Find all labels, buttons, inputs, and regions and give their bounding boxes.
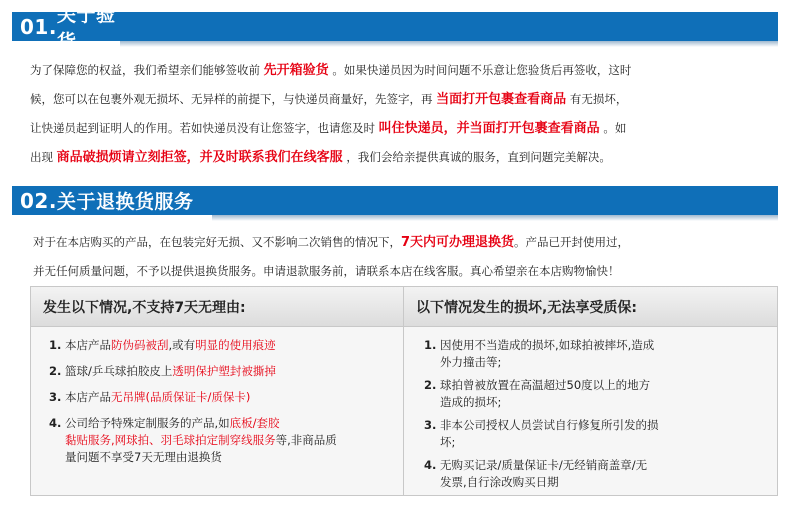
highlight-text: 叫住快递员，并当面打开包裹查看商品 — [378, 121, 600, 136]
item-line — [65, 363, 395, 380]
item-text — [49, 415, 395, 466]
list-item — [424, 377, 769, 411]
list-item — [424, 417, 769, 451]
body-text: 出现 — [30, 150, 57, 164]
item-line: 外力撞击等; — [440, 355, 502, 369]
section2-number: 02. — [20, 188, 57, 213]
highlight-text: 底板/套胶 — [229, 416, 280, 430]
item-line: 球拍曾被放置在高温超过50度以上的地方 — [440, 378, 651, 392]
item-line — [65, 415, 395, 432]
section1-header — [12, 3, 778, 53]
highlight-text: 明显的使用痕迹 — [195, 338, 276, 352]
item-line: 造成的损坏; — [440, 395, 502, 409]
no-warranty-column — [404, 287, 777, 495]
section1-paragraph — [30, 56, 770, 172]
item-line: 无购买记录/质量保证卡/无经销商盖章/无 — [440, 458, 648, 472]
highlight-text: 黏贴服务,网球拍、羽毛球拍定制穿线服务 — [65, 433, 276, 447]
item-text — [49, 363, 395, 380]
section1-title — [12, 3, 120, 53]
item-text — [49, 337, 395, 354]
body-text: 并无任何质量问题，不予以提供退换货服务。申请退款服务前，请联系本店在线客服。真心希望亲在本店购物愉快！ — [33, 264, 620, 278]
no-return-column — [31, 287, 404, 495]
highlight-text: 当面打开包裹查看商品 — [436, 92, 567, 107]
item-line: 因使用不当造成的损坏,如球拍被摔坏,造成 — [440, 338, 655, 352]
body-text: 有无损坏， — [566, 92, 628, 106]
section1-line-3 — [30, 114, 770, 143]
body-text: 候，您可以在包裹外观无损坏、无异样的前提下，与快递员商量好，先签字，再 — [30, 92, 437, 106]
body-text: 量问题不享受7天无理由退换货 — [65, 450, 222, 464]
item-text — [424, 337, 769, 371]
section1-header-bar — [120, 12, 778, 41]
policy-box — [30, 286, 778, 496]
body-text: 本店产品 — [65, 338, 111, 352]
highlight-text: 先开箱验货 — [263, 63, 329, 78]
item-line — [65, 432, 395, 449]
item-number: 1. — [49, 338, 62, 352]
item-number: 4. — [49, 416, 62, 430]
item-text — [424, 457, 769, 491]
item-number: 4. — [424, 458, 437, 472]
no-warranty-list — [404, 327, 777, 491]
list-item — [49, 415, 395, 466]
no-return-heading: 发生以下情况,不支持7天无理由: — [31, 287, 403, 327]
body-text: 等,非商品质 — [275, 433, 337, 447]
item-line — [65, 389, 395, 406]
item-line: 发票,自行涂改购买日期 — [440, 475, 559, 489]
section2-paragraph — [33, 228, 773, 285]
body-text: 公司给予特殊定制服务的产品,如 — [65, 416, 230, 430]
item-text — [49, 389, 395, 406]
body-text: ，我们会给亲提供真诚的服务，直到问题完美解决。 — [342, 150, 611, 164]
highlight-text: 商品破损烦请立刻拒签，并及时联系我们在线客服 — [56, 150, 343, 165]
body-text: 。如 — [599, 121, 627, 135]
item-number: 2. — [49, 364, 62, 378]
highlight-text: 7天内可办理退换货 — [401, 235, 515, 250]
item-line: 坏; — [440, 435, 456, 449]
section1-line-2 — [30, 85, 770, 114]
body-text: 为了保障您的权益，我们希望亲们能够签收前 — [30, 63, 264, 77]
item-number: 1. — [424, 338, 437, 352]
section2-header — [12, 186, 778, 215]
body-text: 让快递员起到证明人的作用。若如快递员没有让您签字，也请您及时 — [30, 121, 379, 135]
no-return-list — [31, 327, 403, 466]
body-text: 篮球/乒乓球拍胶皮上 — [65, 364, 173, 378]
list-item — [49, 363, 395, 380]
list-item — [49, 389, 395, 406]
highlight-text: 防伪码被刮 — [111, 338, 169, 352]
body-text: 。如果快递员因为时间问题不乐意让您验货后再签收，这时 — [328, 63, 632, 77]
list-item — [424, 337, 769, 371]
section2-title-text: 关于退换货服务 — [56, 191, 194, 213]
item-line — [65, 337, 395, 354]
section2-header-bar — [212, 186, 778, 215]
item-text — [424, 377, 769, 411]
section1-number: 01. — [20, 14, 57, 39]
section2-line-2 — [33, 257, 773, 285]
body-text: ,或有 — [168, 338, 196, 352]
list-item — [424, 457, 769, 491]
body-text: 本店产品 — [65, 390, 111, 404]
section2-title — [12, 186, 212, 215]
item-number: 2. — [424, 378, 437, 392]
item-number: 3. — [424, 418, 437, 432]
item-text — [424, 417, 769, 451]
section1-line-4 — [30, 143, 770, 172]
section1-title-text: 关于验货 — [56, 3, 116, 53]
highlight-text: 无吊牌(品质保证卡/质保卡) — [111, 390, 251, 404]
item-number: 3. — [49, 390, 62, 404]
list-item — [49, 337, 395, 354]
body-text: 对于在本店购买的产品，在包装完好无损、又不影响二次销售的情况下， — [33, 235, 401, 249]
body-text: 。产品已开封使用过， — [514, 235, 630, 249]
item-line: 非本公司授权人员尝试自行修复所引发的损 — [440, 418, 659, 432]
highlight-text: 透明保护塑封被撕掉 — [172, 364, 276, 378]
section2-line-1 — [33, 228, 773, 257]
item-line — [65, 449, 395, 466]
no-warranty-heading: 以下情况发生的损坏,无法享受质保: — [404, 287, 777, 327]
section1-line-1 — [30, 56, 770, 85]
